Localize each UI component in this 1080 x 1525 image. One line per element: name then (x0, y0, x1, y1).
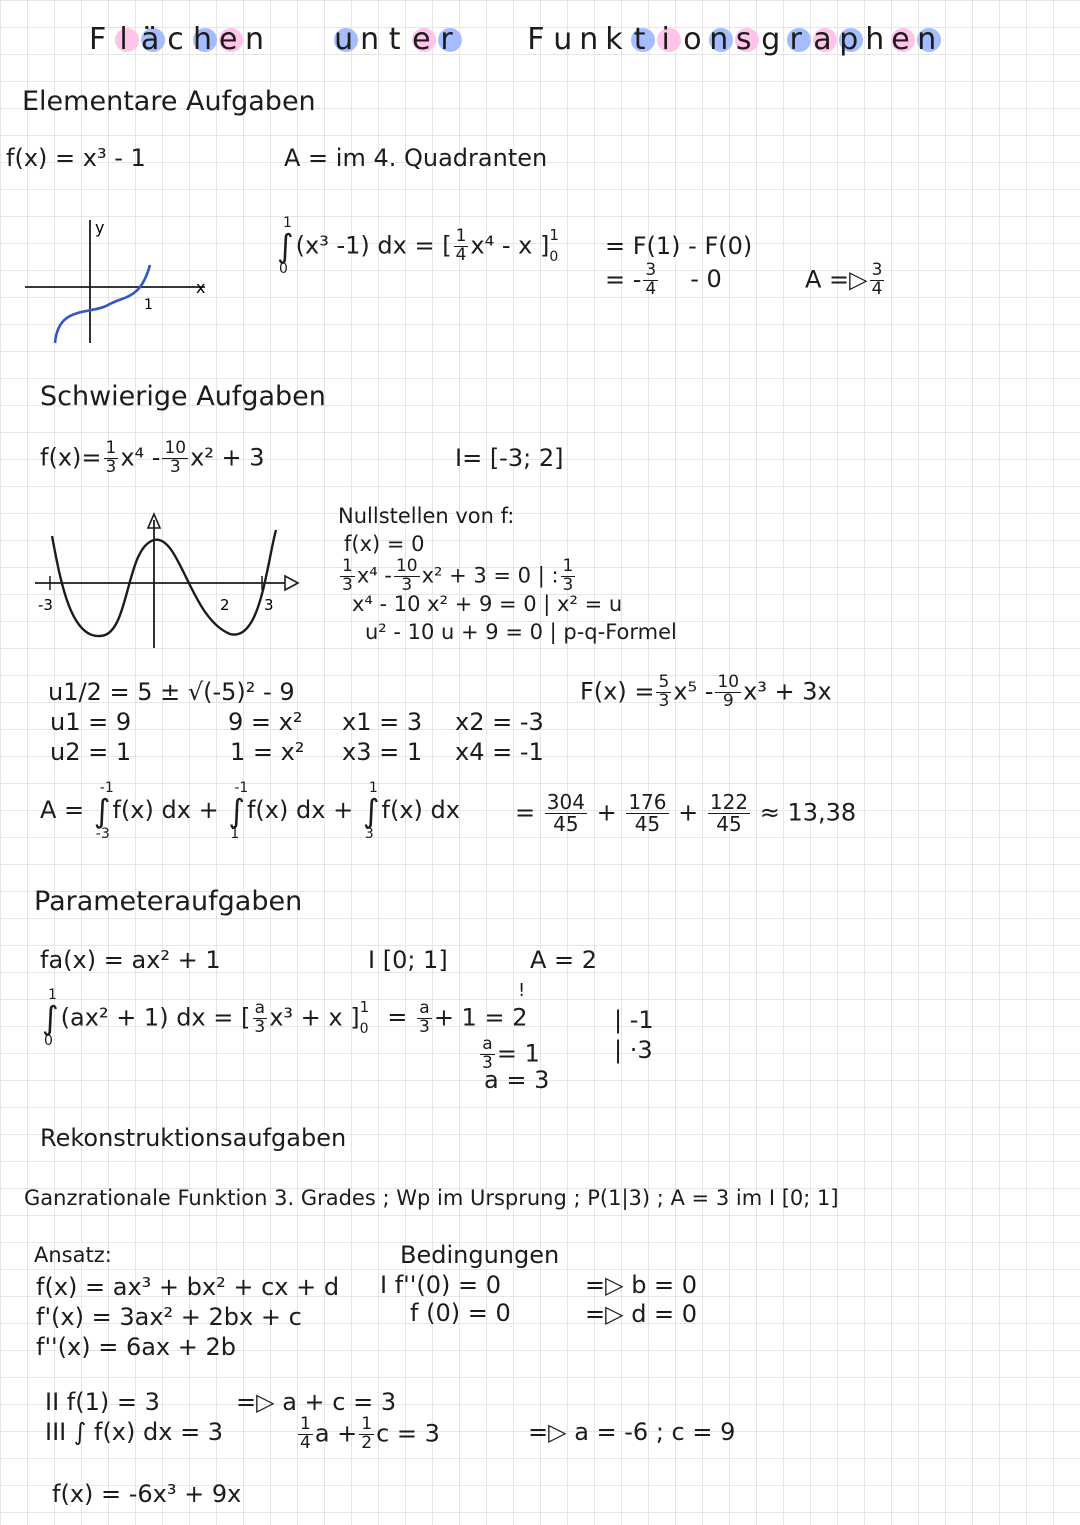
interval: I= [-3; 2] (455, 444, 564, 472)
section-heading-difficult: Schwierige Aufgaben (40, 381, 326, 412)
title-letter: F (89, 22, 114, 57)
integral-line-1: ∫ 1 0 (x³ -1) dx = [ $\frac{1}{4}$ x⁴ - x ] 1 0 (277, 215, 559, 278)
area-label: A = im 4. Quadranten (284, 144, 548, 172)
parameter-integral: ∫ 1 0 (ax² + 1) dx = [ $\frac{a}{3}$ x³ + x ] 1 0 = $\frac{a}{3}$ + 1 = 2 (42, 987, 528, 1050)
parameter-interval: I [0; 1] (368, 946, 448, 974)
subst-9: 9 = x² (228, 708, 303, 736)
condition-2: f (0) = 0 (410, 1299, 511, 1327)
area-result: A =▷ $\frac{3}{4}$ (805, 260, 883, 299)
function-definition: f(x) = x³ - 1 (6, 144, 146, 172)
title-letter: t (388, 22, 408, 57)
x3: x3 = 1 (342, 738, 423, 766)
x2: x2 = -3 (455, 708, 544, 736)
title-letter: r (787, 28, 811, 52)
zeros-step-3: x⁴ - 10 x² + 9 = 0 | x² = u (352, 592, 623, 616)
quartic-graph (30, 508, 305, 653)
ansatz-f1: f'(x) = 3ax² + 2bx + c (36, 1303, 302, 1331)
eval-line-1: = F(1) - F(0) (605, 232, 753, 260)
title-letter: c (167, 22, 191, 57)
graph-y-label: y (95, 218, 105, 237)
tick-label-minus-3: -3 (38, 596, 53, 614)
exclamation-mark: ! (518, 980, 526, 1001)
title-letter: r (438, 28, 462, 52)
u1: u1 = 9 (50, 708, 132, 736)
area-integral-sum: A = ∫ -1 -3 f(x) dx + ∫ -1 1 f(x) dx + ∫ 1 3 f(x) dx (40, 780, 460, 842)
conditions-heading: Bedingungen (400, 1241, 560, 1269)
eval-line-2: = - $\frac{3}{4}$ - 0 (605, 260, 722, 299)
title-letter: t (631, 28, 655, 52)
title-letter: a (813, 22, 839, 57)
title-letter: n (579, 22, 606, 57)
page-title (88, 22, 942, 57)
section-heading-reconstruction: Rekonstruktionsaufgaben (40, 1124, 347, 1152)
section-heading-elementary: Elementare Aufgaben (22, 86, 316, 117)
operation-1: | -1 (614, 1006, 654, 1034)
title-letter: e (219, 22, 245, 57)
title-letter: h (193, 22, 220, 57)
title-letter: ä (141, 22, 167, 57)
graph-x-label: x (196, 278, 206, 297)
zeros-step-1: f(x) = 0 (344, 532, 425, 556)
u2: u2 = 1 (50, 738, 132, 766)
condition-3-result: =▷ a + c = 3 (236, 1388, 397, 1416)
final-function: f(x) = -6x³ + 9x (52, 1480, 242, 1508)
ansatz-f2: f''(x) = 6ax + 2b (36, 1333, 236, 1361)
title-letter: u (553, 22, 580, 57)
integral-sign: ∫ 1 0 (277, 215, 294, 278)
ansatz-label: Ansatz: (34, 1243, 112, 1267)
reconstruction-description: Ganzrationale Funktion 3. Grades ; Wp im Ursprung ; P(1|3) ; A = 3 im I [0; 1] (24, 1186, 839, 1210)
condition-1: I f''(0) = 0 (380, 1271, 501, 1299)
parameter-step-2: $\frac{a}{3}$ = 1 (482, 1034, 540, 1073)
x4: x4 = -1 (455, 738, 544, 766)
title-letter: k (605, 22, 630, 57)
parameter-area: A = 2 (530, 946, 598, 974)
title-word-3 (526, 22, 942, 57)
ansatz-f: f(x) = ax³ + bx² + cx + d (36, 1273, 340, 1301)
function-definition-2: f(x)= $\frac{1}{3}$ x⁴ - $\frac{10}{3}$ x² + 3 (40, 438, 265, 477)
zeros-heading: Nullstellen von f: (338, 504, 515, 528)
zeros-step-2: $\frac{1}{3}$ x⁴ - $\frac{10}{3}$ x² + 3 = 0 | : $\frac{1}{3}$ (342, 556, 574, 595)
section-heading-parameter: Parameteraufgaben (34, 886, 303, 917)
title-letter: h (865, 22, 892, 57)
area-result-sum: = $\frac{304}{45}$ + $\frac{176}{45}$ + $\frac{122}{45}$ ≈ 13,38 (515, 790, 857, 836)
title-letter: e (891, 22, 917, 57)
parameter-function: fa(x) = ax² + 1 (40, 946, 221, 974)
antiderivative: F(x) = $\frac{5}{3}$ x⁵ - $\frac{10}{9}$ x³ + 3x (580, 672, 832, 711)
condition-4-equation: $\frac{1}{4}$ a + $\frac{1}{2}$ c = 3 (300, 1414, 440, 1453)
x1: x1 = 3 (342, 708, 423, 736)
tick-label-2: 2 (220, 596, 230, 614)
operation-2: | ·3 (614, 1036, 653, 1064)
title-letter: s (735, 22, 759, 57)
cubic-graph (20, 205, 220, 350)
title-letter: n (245, 22, 272, 57)
title-letter: i (657, 28, 681, 52)
title-letter: u (334, 22, 361, 57)
title-letter: p (839, 22, 866, 57)
title-letter: n (709, 22, 736, 57)
curve (55, 265, 150, 343)
solution-a-c: =▷ a = -6 ; c = 9 (528, 1418, 736, 1446)
zeros-step-4: u² - 10 u + 9 = 0 | p-q-Formel (365, 620, 677, 644)
subst-1: 1 = x² (230, 738, 305, 766)
condition-4: III ∫ f(x) dx = 3 (45, 1418, 224, 1446)
title-letter: n (917, 22, 944, 57)
x-axis-arrow (285, 576, 298, 590)
title-word-1 (88, 22, 270, 57)
condition-3: II f(1) = 3 (45, 1388, 160, 1416)
title-letter: n (360, 22, 387, 57)
tick-label-3: 3 (264, 596, 274, 614)
graph-tick-1: 1 (144, 297, 153, 313)
title-letter: e (412, 22, 438, 57)
title-word-2 (333, 22, 463, 57)
title-letter: g (761, 22, 788, 57)
title-letter: F (527, 22, 552, 57)
condition-2-result: =▷ d = 0 (585, 1300, 698, 1328)
pq-formula: u1/2 = 5 ± √(-5)² - 9 (48, 678, 295, 706)
condition-1-result: =▷ b = 0 (585, 1271, 698, 1299)
title-letter: l (115, 28, 139, 52)
parameter-step-3: a = 3 (484, 1066, 550, 1094)
title-letter: o (683, 22, 709, 57)
